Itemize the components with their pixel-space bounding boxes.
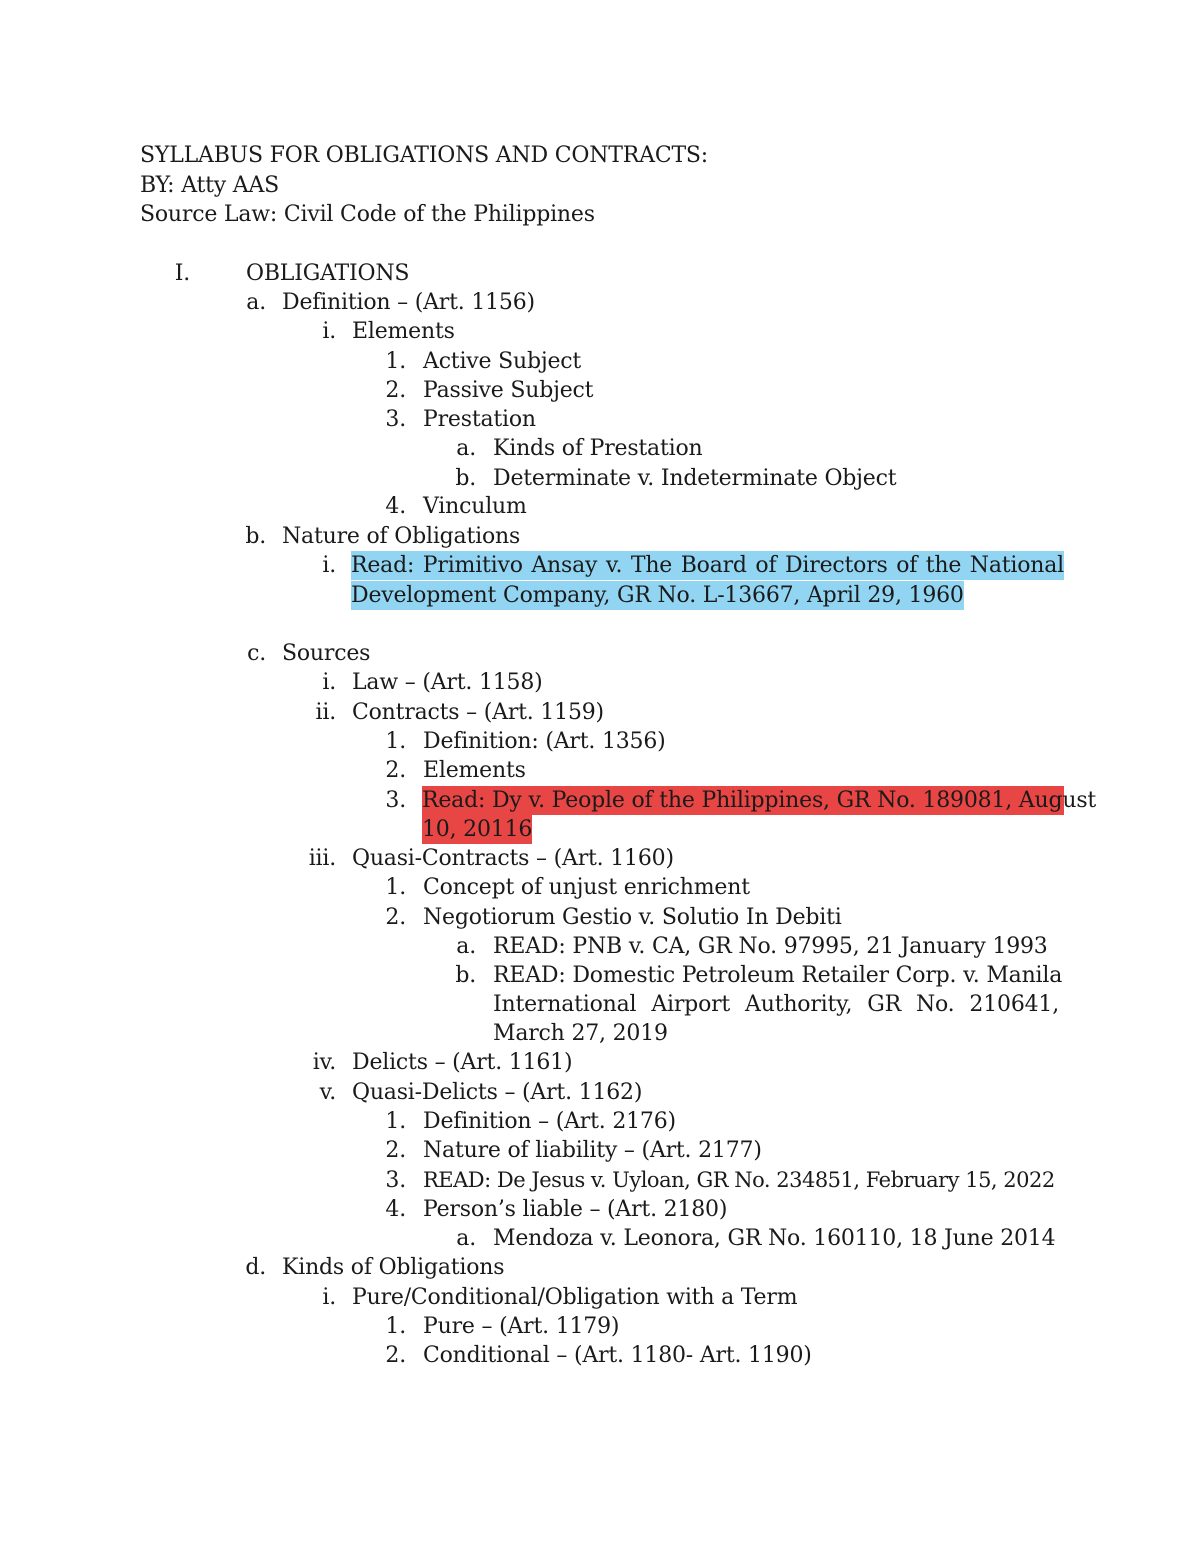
list-label: 2. <box>385 1138 406 1163</box>
list-label: 2. <box>385 905 406 930</box>
case-reference: March 27, 2019 <box>493 1021 668 1046</box>
list-label: i. <box>322 319 336 344</box>
list-label: I. <box>174 261 190 286</box>
list-text: Active Subject <box>423 349 582 374</box>
list-label: i. <box>322 553 336 578</box>
list-text: Definition – (Art. 2176) <box>423 1109 676 1134</box>
list-text: Determinate v. Indeterminate Object <box>493 466 897 491</box>
list-label: 4. <box>385 1197 406 1222</box>
list-text: Person’s liable – (Art. 2180) <box>423 1197 728 1222</box>
list-text: Negotiorum Gestio v. Solutio In Debiti <box>423 905 842 930</box>
list-label: 1. <box>385 1109 406 1134</box>
list-text: Quasi-Contracts – (Art. 1160) <box>352 846 674 871</box>
list-text: Conditional – (Art. 1180- Art. 1190) <box>423 1343 812 1368</box>
list-label: i. <box>322 670 336 695</box>
document-title: SYLLABUS FOR OBLIGATIONS AND CONTRACTS: <box>140 143 709 168</box>
list-label: 3. <box>385 1168 406 1193</box>
section-heading: OBLIGATIONS <box>246 261 410 286</box>
list-text: Nature of Obligations <box>282 524 521 549</box>
case-reference: READ: Domestic Petroleum Retailer Corp. v. Manila <box>493 963 1063 988</box>
list-text: Kinds of Obligations <box>282 1255 505 1280</box>
list-label: iv. <box>312 1050 336 1075</box>
list-label: v. <box>319 1080 336 1105</box>
list-text: READ: PNB v. CA, GR No. 97995, 21 January 1993 <box>493 934 1048 959</box>
list-label: 4. <box>385 494 406 519</box>
list-label: 2. <box>385 378 406 403</box>
case-reference: Development Company, GR No. L-13667, April 29, 1960 <box>351 583 964 608</box>
list-text: Sources <box>282 641 371 666</box>
list-label: a. <box>456 436 476 461</box>
list-label: a. <box>456 1226 476 1251</box>
list-text: Law – (Art. 1158) <box>352 670 543 695</box>
list-label: b. <box>245 524 266 549</box>
list-label: a. <box>456 934 476 959</box>
list-label: a. <box>246 290 266 315</box>
list-label: iii. <box>308 846 336 871</box>
list-text: Nature of liability – (Art. 2177) <box>423 1138 762 1163</box>
list-text: Definition: (Art. 1356) <box>423 729 666 754</box>
case-reference: Read: Dy v. People of the Philippines, GR No. 189081, August <box>422 788 1097 813</box>
source-law-line: Source Law: Civil Code of the Philippines <box>140 202 595 227</box>
list-label: i. <box>322 1285 336 1310</box>
list-label: 1. <box>385 1314 406 1339</box>
list-label: 1. <box>385 875 406 900</box>
list-text: Definition – (Art. 1156) <box>282 290 535 315</box>
list-text: Elements <box>352 319 455 344</box>
list-text: READ: De Jesus v. Uyloan, GR No. 234851, February 15, 2022 <box>423 1168 1055 1192</box>
list-label: 1. <box>385 729 406 754</box>
list-text: Contracts – (Art. 1159) <box>352 700 604 725</box>
case-reference: International Airport Authority, GR No. 210641, <box>493 992 1059 1017</box>
list-label: 3. <box>385 407 406 432</box>
list-label: 1. <box>385 349 406 374</box>
list-text: Elements <box>423 758 526 783</box>
author-line: BY: Atty AAS <box>140 173 280 198</box>
list-text: Pure/Conditional/Obligation with a Term <box>352 1285 798 1310</box>
list-label: 2. <box>385 1343 406 1368</box>
list-text: Prestation <box>423 407 536 432</box>
list-text: Kinds of Prestation <box>493 436 703 461</box>
list-text: Concept of unjust enrichment <box>423 875 750 900</box>
list-text: Passive Subject <box>423 378 594 403</box>
case-reference: Read: Primitivo Ansay v. The Board of Directors of the National <box>351 553 1064 578</box>
list-label: b. <box>455 466 476 491</box>
list-text: Quasi-Delicts – (Art. 1162) <box>352 1080 643 1105</box>
list-label: c. <box>247 641 266 666</box>
list-label: ii. <box>315 700 336 725</box>
list-label: d. <box>245 1255 266 1280</box>
list-text: Vinculum <box>423 494 527 519</box>
case-reference: 10, 20116 <box>422 817 533 842</box>
list-label: 3. <box>385 788 406 813</box>
list-text: Mendoza v. Leonora, GR No. 160110, 18 June 2014 <box>493 1226 1056 1251</box>
list-text: Delicts – (Art. 1161) <box>352 1050 573 1075</box>
list-text: Pure – (Art. 1179) <box>423 1314 620 1339</box>
list-label: 2. <box>385 758 406 783</box>
list-label: b. <box>455 963 476 988</box>
